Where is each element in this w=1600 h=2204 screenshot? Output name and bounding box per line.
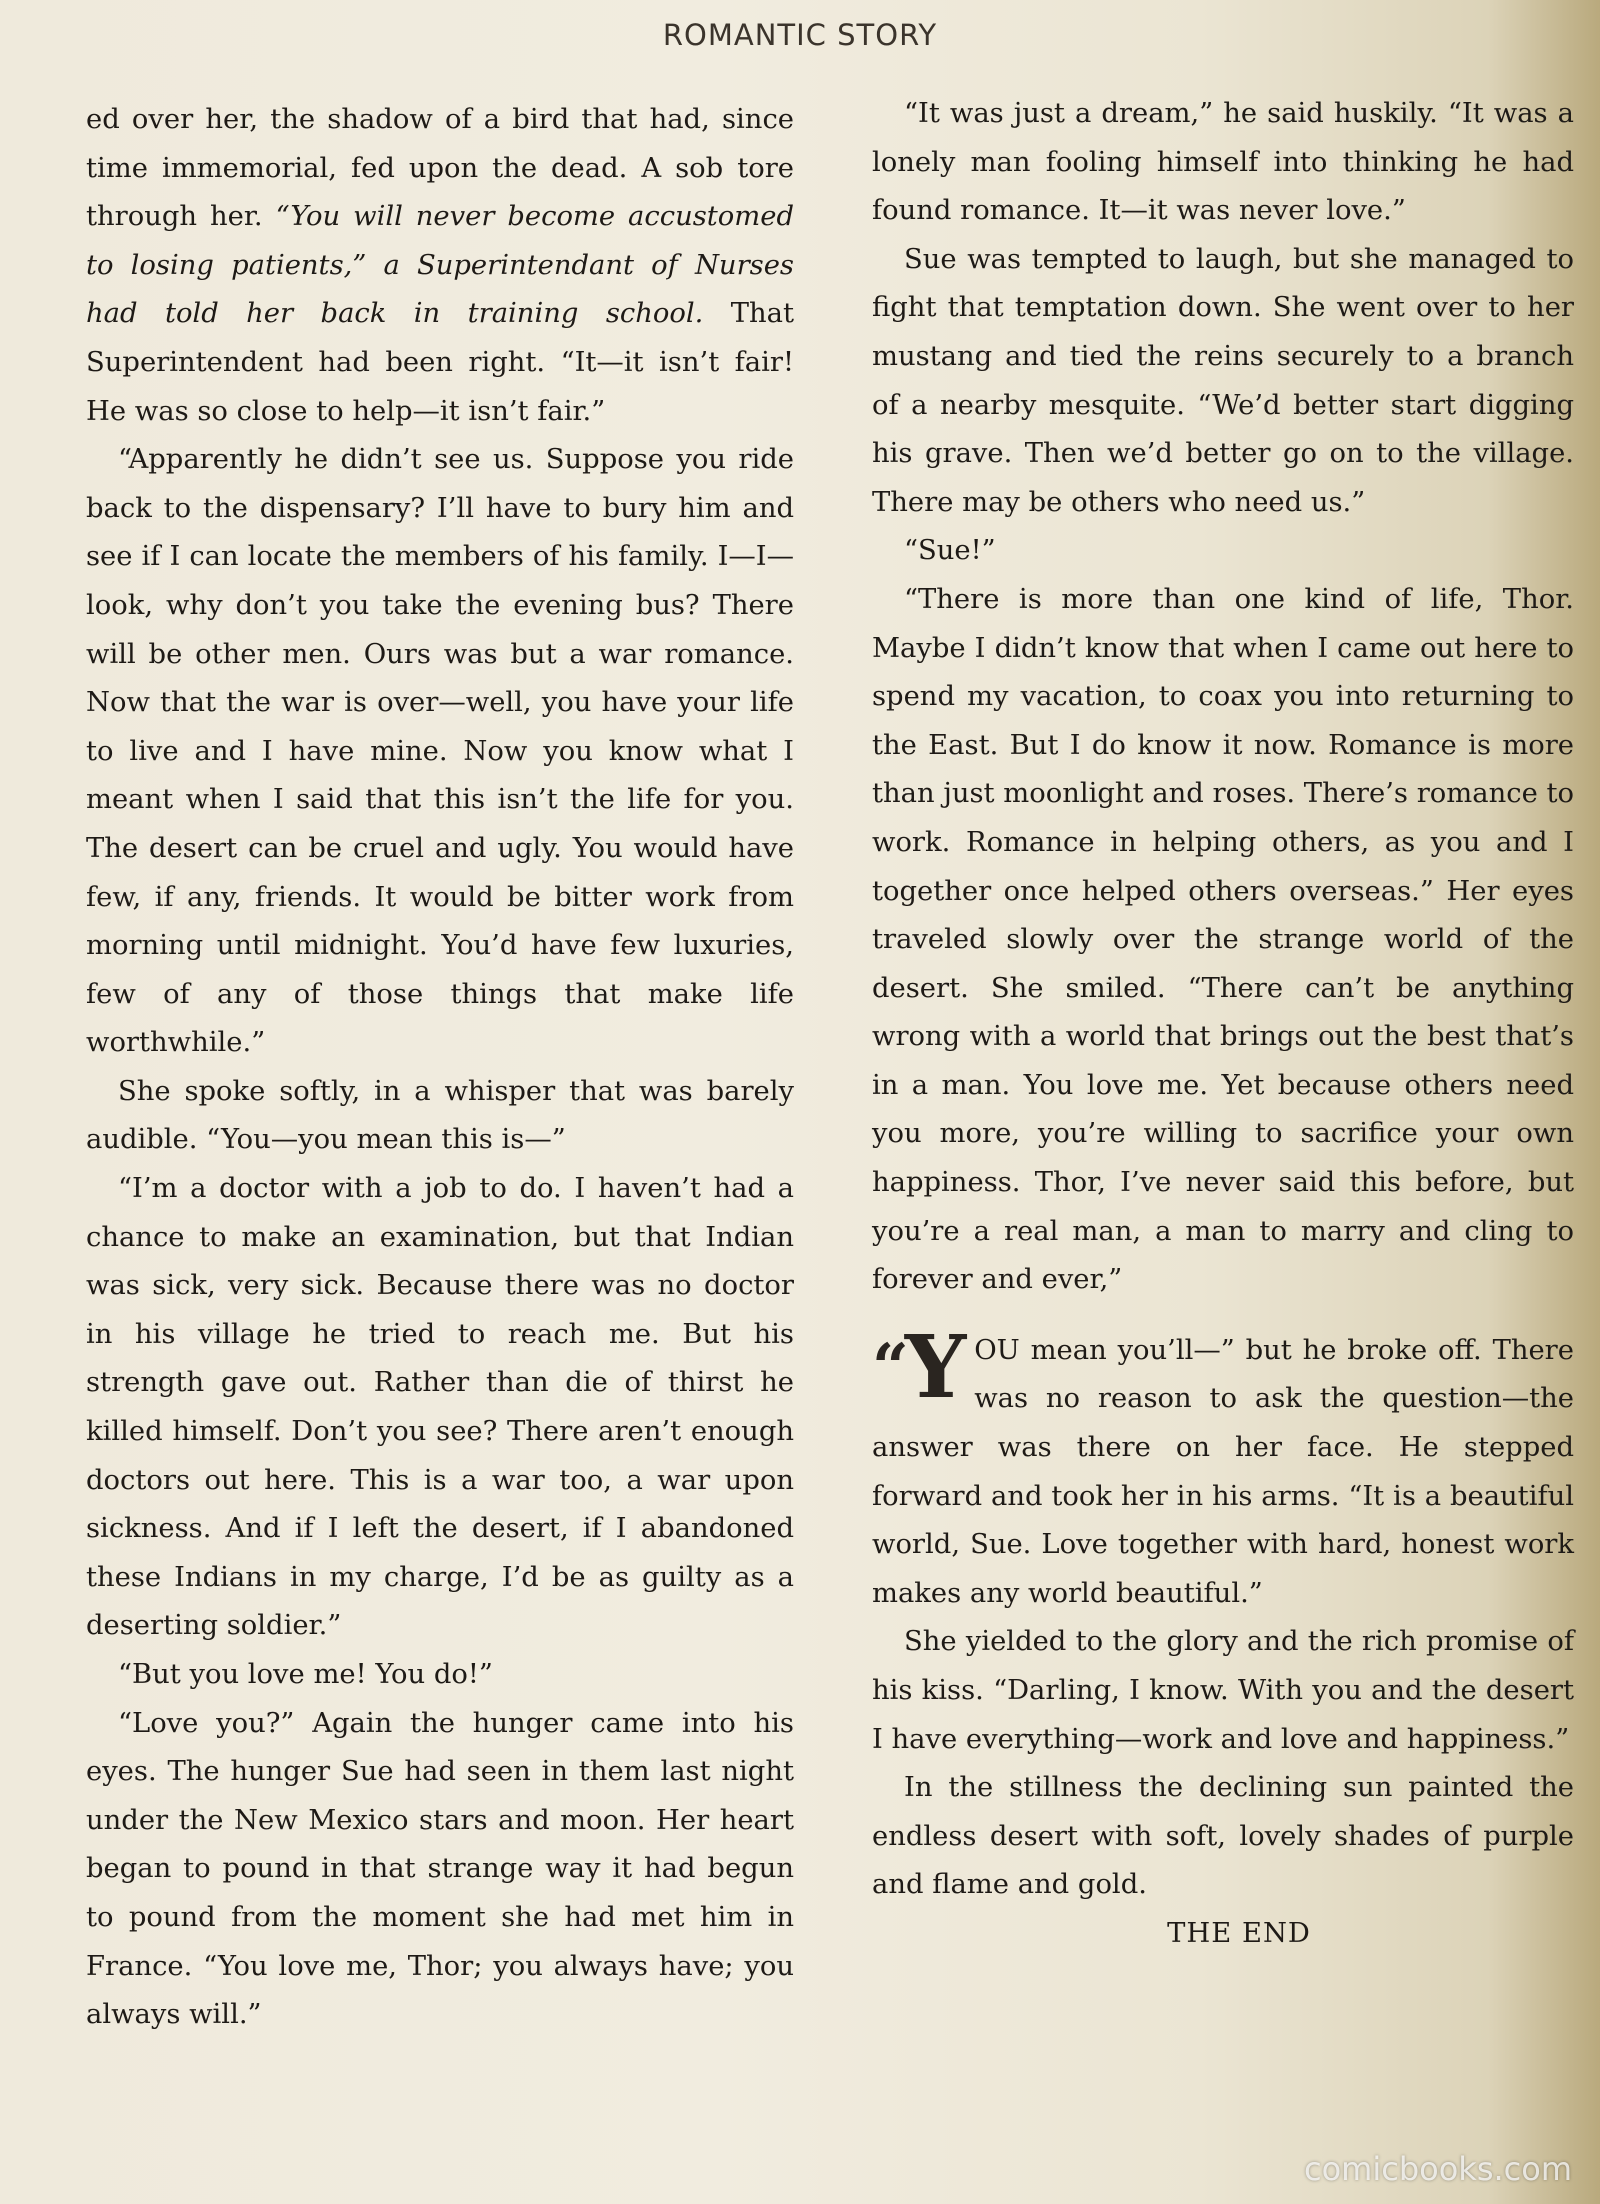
right-column (872, 90, 1574, 1959)
paragraph: “But you love me! You do!” (118, 1659, 493, 1690)
page-header: ROMANTIC STORY (662, 18, 938, 52)
drop-cap-quote: “ (872, 1329, 905, 1405)
paragraph: “Love you?” Again the hunger came into his eyes. The hunger Sue had seen in them last night under the New Mexico stars and moon. Her heart began to pound in that strange way it had begun to pound from the moment she had met him in France. “You love me, Thor; you always have; you always will.” (86, 1707, 794, 2031)
paragraph-text: ed over her, the shadow of a bird that had, since time immemorial, fed upon the dead. A sob tore through her. (86, 104, 794, 233)
paragraph: Sue was tempted to laugh, but she managed to fight that temptation down. She went over to her mustang and tied the reins securely to a branch of a nearby mesquite. “We’d better start digging his grave. Then we’d better go on to the village. There may be others who need us.” (872, 243, 1574, 518)
left-column (86, 96, 794, 2040)
paragraph-text: That Superintendent had been right. “It—it isn’t fair! He was so close to help—it isn’t fair.” (86, 298, 794, 427)
paragraph: “It was just a dream,” he said huskily. “It was a lonely man fooling himself into thinking he had found romance. It—it was never love.” (872, 98, 1574, 227)
paragraph: “There is more than one kind of life, Thor. Maybe I didn’t know that when I came out here to spend my vacation, to coax you into returning to the East. But I do know it now. Romance is more than just moonlight and roses. There’s romance to work. Romance in helping others, as you and I together once helped others overseas.” Her eyes traveled slowly over the strange world of the desert. She smiled. “There can’t be anything wrong with a world that brings out the best that’s in a man. You love me. Yet because others need you more, you’re willing to sacrifice your own happiness. Thor, I’ve never said this before, but you’re a real man, a man to marry and cling to forever and ever,” (872, 583, 1574, 1296)
watermark: comicbooks.com (1303, 2150, 1572, 2188)
the-end-label: THE END (1167, 1917, 1311, 1949)
paragraph: She yielded to the glory and the rich promise of his kiss. “Darling, I know. With you and the desert I have everything—work and love and happiness.” (872, 1626, 1574, 1755)
paragraph (86, 96, 794, 436)
paragraph: “I’m a doctor with a job to do. I haven’t had a chance to make an examination, but that Indian was sick, very sick. Because there was no doctor in his village he tried to reach me. But his strength gave out. Rather than die of thirst he killed himself. Don’t you see? There aren’t enough doctors out here. This is a war too, a war upon sickness. And if I left the desert, if I abandoned these Indians in my charge, I’d be as guilty as a deserting soldier.” (86, 1173, 794, 1642)
paragraph: “Sue!” (904, 535, 996, 567)
drop-cap-letter: Y (904, 1316, 967, 1418)
paragraph: She spoke softly, in a whisper that was barely audible. “You—you mean this is—” (86, 1075, 794, 1156)
paragraph-text: OU mean you’ll—” but he broke off. There was no reason to ask the question—the answer was there on her face. He stepped forward and took her in his arms. “It is a beautiful world, Sue. Love together with hard, honest work makes any world beautiful.” (872, 1334, 1574, 1609)
paragraph: In the stillness the declining sun painted the endless desert with soft, lovely shades of purple and flame and gold. (872, 1772, 1574, 1901)
drop-cap (872, 1316, 967, 1418)
italic-quote: “You will never become accustomed to losing patients,” a Superintendant of Nurses had told her back in training school. (86, 201, 794, 330)
paragraph: “Apparently he didn’t see us. Suppose you ride back to the dispensary? I’ll have to bury him and see if I can locate the members of his family. I—I—look, why don’t you take the evening bus? There will be other men. Ours was but a war romance. Now that the war is over—well, you have your life to live and I have mine. Now you know what I meant when I said that this isn’t the life for you. The desert can be cruel and ugly. You would have few, if any, friends. It would be bitter work from morning until midnight. You’d have few luxuries, few of any of those things that make life worthwhile.” (86, 444, 794, 1059)
paragraph-dropcap (872, 1316, 1574, 1619)
